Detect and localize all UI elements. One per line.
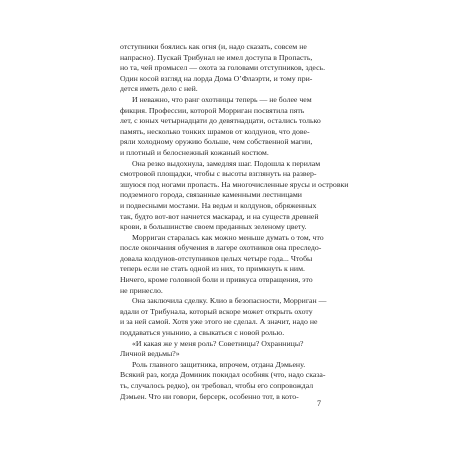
text-line: и за ней самой. Хотя уже этого не сделал. А значит, надо не <box>120 317 318 327</box>
text-line: Роль главного защитника, впрочем, отдана Дэмьену. <box>132 359 306 369</box>
body-text <box>120 42 349 402</box>
text-line: вдали от Трибунала, который вскоре может открыть охоту <box>120 306 313 316</box>
text-line: и подвесными мостами. На ведьм и колдунов, обряженных <box>120 200 317 210</box>
text-line: И неважно, что ранг охотницы теперь — не более чем <box>132 94 312 104</box>
text-line: дется иметь дело с ней. <box>120 84 198 94</box>
page-number: 7 <box>317 399 321 408</box>
text-line: ряли холодному оружию больше, чем собственной магии, <box>120 137 313 147</box>
text-line: подземного города, связанные каменными лестницами <box>120 190 302 200</box>
text-line: и плотный и белоснежный кожаный костюм. <box>120 147 269 157</box>
text-line: Всякий раз, когда Доминик покидал особняк (что, надо сказа- <box>120 370 326 380</box>
text-line: Морриган старалась как можно меньше думать о том, что <box>132 232 324 242</box>
text-line: Она заключила сделку. Клио в безопасности, Морриган — <box>132 296 327 306</box>
text-line: ть, случалось редко), он требовал, чтобы его сопровождал <box>120 381 314 390</box>
text-line: так, будто вот-вот начнется маскарад, и на существ древней <box>120 211 319 221</box>
text-line: Дэмьен. Что ни говори, берсерк, особенно тот, в кото- <box>120 391 299 401</box>
text-line: после окончания обучения в лагере охотников она преследо- <box>120 243 322 253</box>
text-line: лет, с юных четырнадцати до девятнадцати, остались только <box>120 116 321 126</box>
text-line: отступники боялись как огня (и, надо сказать, совсем не <box>120 42 307 51</box>
text-line: фикция. Профессии, которой Морриган посвятила пять <box>120 105 305 115</box>
text-line: Личной ведьмы?» <box>120 349 180 359</box>
text-line: довала колдунов-отступников целых четыре года... Чтобы <box>120 253 313 263</box>
text-line: Ничего, кроме головной боли и привкуса отвращения, это <box>120 275 313 285</box>
text-line: поддаваться унынию, а свыкаться с новой ролью. <box>120 328 285 338</box>
text-line: теперь если не стать одной из них, то примкнуть к ним. <box>120 264 305 274</box>
text-line: не принесло. <box>120 285 163 295</box>
text-line: Один косой взгляд на лорда Дома О’Флаэрти, и тому при- <box>120 73 313 83</box>
text-line: «И какая же у меня роль? Советницы? Охранницы? <box>132 338 304 348</box>
text-line: Она резко выдохнула, замедляя шаг. Подошла к перилам <box>132 158 321 168</box>
text-line: память, несколько тонких шрамов от колдунов, что дове- <box>120 126 310 136</box>
text-line: напрасно). Пускай Трибунал не имел доступа в Пропасть, <box>120 52 313 62</box>
text-line: крови, в большинстве своем преданных зеленому цвету. <box>120 222 307 232</box>
text-line: зшуюся под ногами пропасть. На многочисленные ярусы и островки <box>120 179 349 189</box>
text-line: но та, чей промысел — охота за головами отступников, здесь. <box>120 63 326 73</box>
text-line: смотровой площадки, чтобы с высоты взглянуть на развер- <box>120 169 317 179</box>
